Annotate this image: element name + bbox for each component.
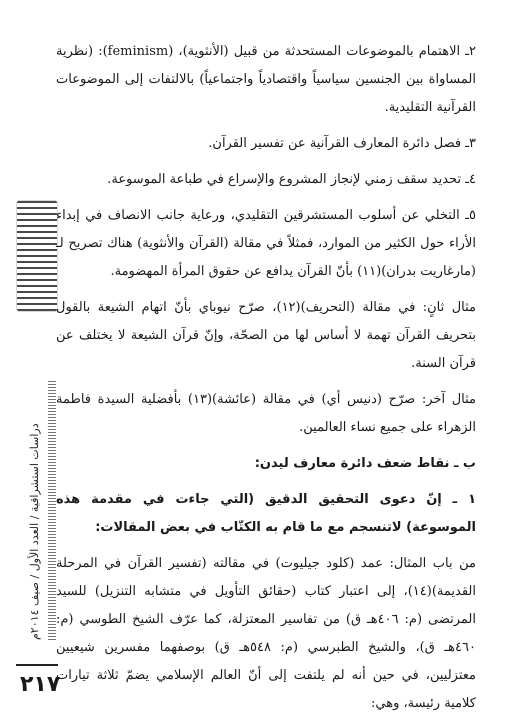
article-body — [56, 38, 476, 726]
paragraph-example-3: مثال آخر: صرّح (دنيس أي) في مقالة (عائشة)(١٣) بأفضلية السيدة فاطمة الزهراء على جميع نساء العالمين. — [56, 392, 476, 435]
paragraph-example-2: مثال ثانٍ: في مقالة (التحريف)(١٢)، صرّح نيوباي بأنّ اتهام الشيعة بالقول بتحريف القرآن تهمة لا أساس لها من الصحّة، وإنّ قرآن الشيعة لا يختلف عن قرآن السنة. — [56, 300, 476, 371]
paragraph-weakness-1: ١ ـ إنّ دعوى التحقيق الدقيق (التي جاءت في مقدمة هذه الموسوعة) لاتنسجم مع ما قام به الكتّاب في بعض المقالات: — [56, 492, 476, 535]
paragraph-example-gilliot: من باب المثال: عمد (كلود جيليوت) في مقالته (تفسير القرآن في المرحلة القديمة)(١٤)، إلى اعتبار كتاب (حقائق التأويل في متشابه التنزيل) للسيد المرتضى (م: ٤٠٦هـ ق) من تفاسير المعتزلة، كما عرّف الشيخ الطوسي (م: ٤٦٠هـ ق)، والشيخ الطبرسي (م: ٥٤٨هـ ق) بوصفهما مفسرين شيعيين معتزليين، في حين أنه لم يلتفت إلى أنّ العالم الإسلامي يضمّ ثلاثة تيارات كلامية رئيسة، وهي: — [56, 556, 476, 711]
paragraph-5: ٥ـ التخلي عن أسلوب المستشرقين التقليدي، ورعاية جانب الانصاف في إبداء الأراء حول الكثير من الموارد، فمثلاً في مقالة (القرآن والأنثوية) هناك تصريح لـ (مارغاريت بدران)(١١) بأنّ القرآن يدافع عن حقوق المرأة المهضومة. — [56, 208, 476, 279]
paragraph-3: ٣ـ فصل دائرة المعارف القرآنية عن تفسير القرآن. — [208, 136, 476, 151]
journal-sidebar — [6, 0, 62, 721]
section-heading: ب ـ نقاط ضعف دائرة معارف ليدن: — [254, 456, 476, 471]
journal-logo-icon — [16, 200, 58, 312]
page-number-rule — [16, 664, 58, 666]
decorative-strip — [48, 380, 56, 640]
page-number: ٢١٧ — [20, 672, 61, 697]
paragraph-2: ٢ـ الاهتمام بالموضوعات المستحدثة من قبيل (الأنثوية)، (feminism): (نظرية المساواة بين الجنسين سياسياً واقتصادياً واجتماعياً) بالالتفات إلى الموضوعات القرآنية التقليدية. — [56, 44, 476, 115]
paragraph-4: ٤ـ تحديد سقف زمني لإنجاز المشروع والإسراع في طباعة الموسوعة. — [107, 172, 476, 187]
journal-issue-caption: دراسات استشراقية / العدد الأول / صيف ٢٠١٤م — [28, 423, 41, 640]
